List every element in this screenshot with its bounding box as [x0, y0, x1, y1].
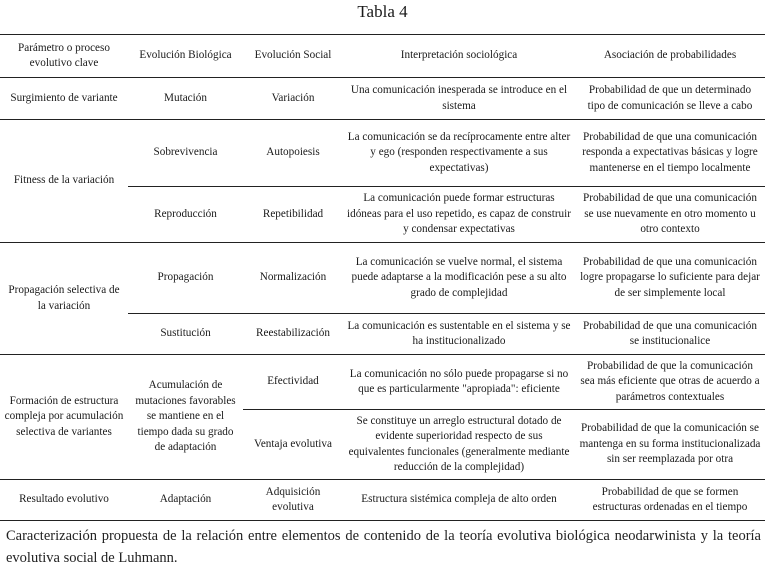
cell-interp: La comunicación es sustentable en el sistema y se ha institucionalizado	[343, 314, 575, 355]
cell-bio: Propagación	[128, 243, 243, 314]
cell-social: Ventaja evolutiva	[243, 410, 343, 480]
cell-param: Propagación selectiva de la variación	[0, 243, 128, 355]
cell-prob: Probabilidad de que la comunicación se mantenga en su forma institucionalizada sin ser reemplazada por otra	[575, 410, 765, 480]
cell-social: Autopoiesis	[243, 120, 343, 187]
cell-prob: Probabilidad de que una comunicación logre propagarse lo suficiente para dejar de ser simplemente local	[575, 243, 765, 314]
cell-bio: Acumulación de mutaciones favorables se mantiene en el tiempo dada su grado de adaptación	[128, 355, 243, 480]
cell-bio: Mutación	[128, 78, 243, 120]
cell-prob: Probabilidad de que la comunicación sea más eficiente que otras de acuerdo a parámetros contextuales	[575, 355, 765, 410]
cell-interp: La comunicación puede formar estructuras idóneas para el uso repetido, es capaz de construir y condensar expectativas	[343, 187, 575, 243]
cell-interp: Estructura sistémica compleja de alto orden	[343, 480, 575, 521]
cell-social: Normalización	[243, 243, 343, 314]
cell-param: Formación de estructura compleja por acumulación selectiva de variantes	[0, 355, 128, 480]
header-interpretacion: Interpretación sociológica	[343, 35, 575, 78]
cell-prob: Probabilidad de que un determinado tipo de comunicación se lleve a cabo	[575, 78, 765, 120]
header-evolucion-social: Evolución Social	[243, 35, 343, 78]
cell-prob: Probabilidad de que una comunicación se use nuevamente en otro momento u otro contexto	[575, 187, 765, 243]
cell-interp: La comunicación se vuelve normal, el sistema puede adaptarse a la modificación pese a su alto grado de complejidad	[343, 243, 575, 314]
header-probabilidades: Asociación de probabilidades	[575, 35, 765, 78]
cell-interp: Se constituye un arreglo estructural dotado de evidente superioridad respecto de sus equivalentes funcionales (generalmente mediante reducción de la complejidad)	[343, 410, 575, 480]
cell-social: Reestabilización	[243, 314, 343, 355]
cell-interp: La comunicación se da recíprocamente entre alter y ego (responden respectivamente a sus expectativas)	[343, 120, 575, 187]
table-row	[0, 480, 765, 521]
table-title: Tabla 4	[357, 2, 408, 21]
header-evolucion-biologica: Evolución Biológica	[128, 35, 243, 78]
cell-bio: Reproducción	[128, 187, 243, 243]
table-row	[0, 355, 765, 410]
cell-social: Efectividad	[243, 355, 343, 410]
cell-interp: La comunicación no sólo puede propagarse si no que es particularmente "apropiada": eficiente	[343, 355, 575, 410]
cell-prob: Probabilidad de que una comunicación responda a expectativas básicas y logre mantenerse en el tiempo localmente	[575, 120, 765, 187]
header-parametro: Parámetro o proceso evolutivo clave	[0, 35, 128, 78]
cell-param: Fitness de la variación	[0, 120, 128, 243]
cell-social: Adquisición evolutiva	[243, 480, 343, 521]
table-row	[0, 78, 765, 120]
header-row	[0, 35, 765, 78]
cell-prob: Probabilidad de que se formen estructuras ordenadas en el tiempo	[575, 480, 765, 521]
cell-bio: Sustitución	[128, 314, 243, 355]
table-row	[0, 243, 765, 314]
cell-param: Resultado evolutivo	[0, 480, 128, 521]
comparison-table	[0, 34, 765, 521]
cell-social: Variación	[243, 78, 343, 120]
cell-bio: Adaptación	[128, 480, 243, 521]
cell-social: Repetibilidad	[243, 187, 343, 243]
cell-param: Surgimiento de variante	[0, 78, 128, 120]
cell-bio: Sobrevivencia	[128, 120, 243, 187]
cell-interp: Una comunicación inesperada se introduce en el sistema	[343, 78, 575, 120]
cell-prob: Probabilidad de que una comunicación se institucionalice	[575, 314, 765, 355]
table-row	[0, 120, 765, 187]
table-caption: Caracterización propuesta de la relación entre elementos de contenido de la teoría evolutiva biológica neodarwinista y la teoría evolutiva social de Luhmann.	[6, 528, 761, 566]
